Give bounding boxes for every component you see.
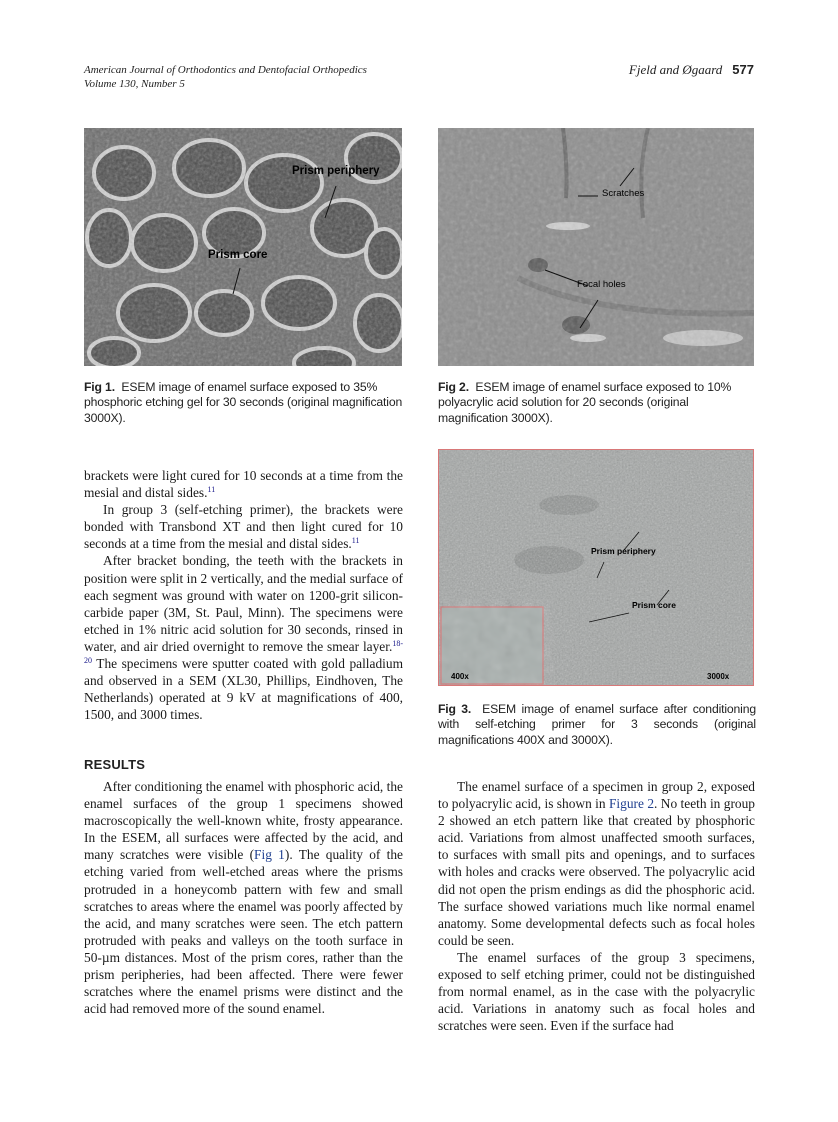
results-text — [84, 778, 403, 1017]
page-number: 577 — [732, 62, 754, 77]
text: After conditioning the enamel with phosphoric acid, the enamel surfaces of the group 1 specimens showed macroscopically the well-known white, frosty appearance. In the ESEM, all surfaces were affected by the acid, and many scratches were visible ( — [84, 779, 403, 863]
figure-1-image — [84, 128, 402, 366]
caption-text: ESEM image of enamel surface exposed to 35% phosphoric etching gel for 30 seconds (original magnification 3000X). — [84, 380, 403, 425]
figure-2-caption — [438, 380, 756, 426]
text: The enamel surfaces of the group 3 specimens, exposed to self etching primer, could not be distinguished from normal enamel, as in the case with the polyacrylic acid. Variations in anatomy such as focal holes and scratches were seen. Even if the surface had — [438, 949, 755, 1034]
paragraph — [84, 552, 403, 723]
paragraph — [84, 778, 403, 1017]
caption-label: Fig 1. — [84, 380, 115, 394]
figure-3-image — [438, 449, 754, 686]
caption-label: Fig 2. — [438, 380, 469, 394]
text: . No teeth in group 2 showed an etch pattern like that created by phosphoric acid. Variations from almost unaffected smooth surfaces, to surfaces with small pits and openings, and to surfaces with holes and cracks were observed. The polyacrylic acid did not open the prism endings as did the phosphoric acid. The surface showed variations much like normal enamel anatomy. Some developmental defects such as focal holes could be seen. — [438, 796, 755, 948]
sem-honeycomb-image — [84, 128, 402, 366]
text: After bracket bonding, the teeth with the brackets in position were split in 2 vertically, and the medial surface of each segment was ground with water on 1200-grit silicon-carbide paper (3M, St. Paul, Minn). The specimens were etched in 1% nitric acid solution for 30 seconds, rinsed in water, and air dried overnight to remove the smear layer. — [84, 553, 403, 654]
methods-text — [84, 467, 403, 723]
label-magnification-400x: 400x — [451, 672, 469, 681]
caption-label: Fig 3. — [438, 702, 472, 716]
author-names: Fjeld and Øgaard — [628, 62, 723, 77]
paragraph — [84, 501, 403, 552]
journal-title: American Journal of Orthodontics and Dentofacial Orthopedics — [84, 64, 367, 76]
figure-3-caption — [438, 702, 756, 748]
caption-text: ESEM image of enamel surface exposed to 10% polyacrylic acid solution for 20 seconds (original magnification 3000X). — [438, 380, 732, 425]
sem-primer-surface-image — [439, 450, 753, 685]
running-header-authors — [629, 62, 754, 78]
figure-1-caption — [84, 380, 404, 426]
text: brackets were light cured for 10 seconds at a time from the mesial and distal sides. — [84, 468, 403, 501]
citation-ref[interactable]: 11 — [351, 536, 360, 546]
text: In group 3 (self-etching primer), the brackets were bonded with Transbond XT and then light cured for 10 seconds at a time from the mesial and distal sides. — [84, 502, 403, 552]
label-magnification-3000x: 3000x — [707, 672, 730, 681]
section-heading-results: RESULTS — [84, 757, 146, 772]
label-scratches: Scratches — [602, 188, 645, 199]
text: The enamel surface of a specimen in group 2, exposed to polyacrylic acid, is shown in — [438, 779, 755, 812]
running-header-journal — [84, 63, 367, 91]
label-prism-core-3: Prism core — [632, 600, 676, 610]
text: The specimens were sputter coated with gold palladium and observed in a SEM (XL30, Phillips, Eindhoven, The Netherlands) operated at 9 kV at magnifications of 400, 1500, and 3000 times. — [84, 656, 403, 723]
caption-text: ESEM image of enamel surface after conditioning with self-etching primer for 3 seconds (original magnifications 400X and 3000X). — [438, 702, 756, 747]
citation-ref[interactable]: 18-20 — [84, 638, 403, 666]
figure-1-link[interactable]: Fig 1 — [254, 847, 285, 863]
paragraph — [438, 778, 755, 949]
citation-ref[interactable]: 11 — [207, 485, 216, 495]
journal-volume: Volume 130, Number 5 — [84, 78, 185, 90]
label-prism-periphery-3: Prism periphery — [591, 546, 656, 556]
paragraph — [84, 467, 403, 501]
paragraph — [438, 949, 755, 1034]
label-prism-periphery: Prism periphery — [292, 165, 380, 177]
sem-smooth-surface-image — [438, 128, 754, 366]
label-prism-core: Prism core — [208, 249, 268, 261]
figure-2-link[interactable]: Figure 2 — [608, 796, 655, 812]
results-text-continued — [438, 778, 755, 1034]
figure-2-image — [438, 128, 754, 366]
label-focal-holes: Focal holes — [577, 279, 626, 290]
text: ). The quality of the etching varied from well-etched areas where the prisms protruded in a honeycomb pattern with few and small scratches to areas where the enamel was poorly affected by the acid, and many scratches were seen. The etch pattern protruded with peaks and valleys on the tooth surface in 50-µm distances. Most of the prism cores, rather than the prism peripheries, had been affected. There were fewer scratches where the enamel prisms were distinct and the acid had removed more of the sound enamel. — [84, 847, 403, 1017]
